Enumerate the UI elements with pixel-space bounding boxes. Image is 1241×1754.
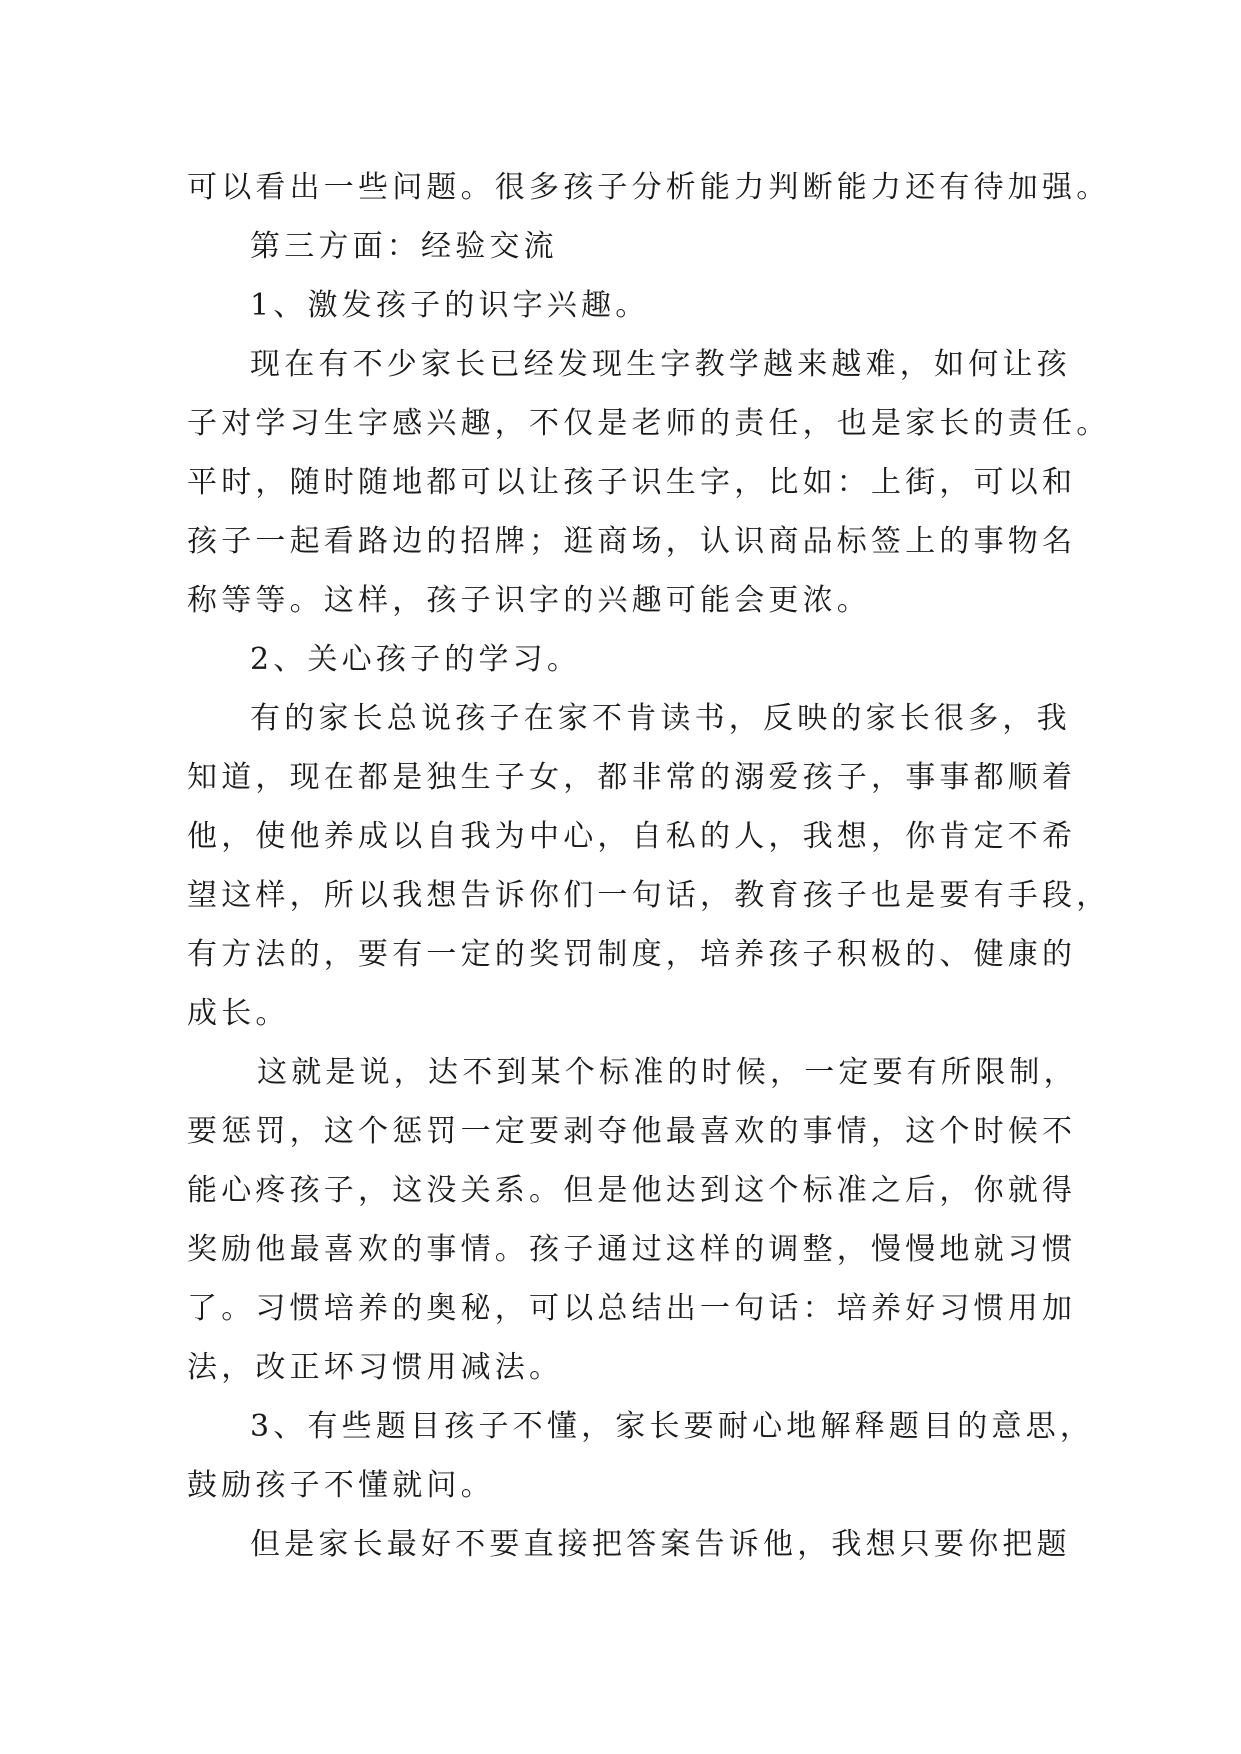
text-line: 鼓励孩子不懂就问。 xyxy=(187,1468,495,1503)
text-line: 现在有不少家长已经发现生字教学越来越难，如何让孩 xyxy=(250,347,1071,382)
text-line: 但是家长最好不要直接把答案告诉他，我想只要你把题 xyxy=(250,1527,1071,1562)
text-line: 他，使他养成以自我为中心，自私的人，我想，你肯定不希 xyxy=(187,819,1077,854)
text-line: 望这样，所以我想告诉你们一句话，教育孩子也是要有手段， xyxy=(187,878,1111,913)
text-line: 能心疼孩子，这没关系。但是他达到这个标准之后，你就得 xyxy=(187,1173,1077,1208)
text-line: 子对学习生字感兴趣，不仅是老师的责任，也是家长的责任。 xyxy=(187,406,1111,441)
text-line: 有的家长总说孩子在家不肯读书，反映的家长很多，我 xyxy=(250,701,1071,736)
text-line: 要惩罚，这个惩罚一定要剥夺他最喜欢的事情，这个时候不 xyxy=(187,1114,1077,1149)
section-heading: 第三方面：经验交流 xyxy=(250,229,558,264)
text-line: 这就是说，达不到某个标准的时候，一定要有所限制， xyxy=(257,1055,1078,1090)
text-line: 称等等。这样，孩子识字的兴趣可能会更浓。 xyxy=(187,583,871,618)
list-item-heading: 2、关心孩子的学习。 xyxy=(250,642,582,677)
text-line: 知道，现在都是独生子女，都非常的溺爱孩子，事事都顺着 xyxy=(187,760,1077,795)
text-line: 有方法的，要有一定的奖罚制度，培养孩子积极的、健康的 xyxy=(187,937,1077,972)
text-line: 平时，随时随地都可以让孩子识生字，比如：上街，可以和 xyxy=(187,465,1077,500)
text-line: 法，改正坏习惯用减法。 xyxy=(187,1350,564,1385)
list-item-heading: 1、激发孩子的识字兴趣。 xyxy=(250,288,650,323)
text-line: 孩子一起看路边的招牌；逛商场，认识商品标签上的事物名 xyxy=(187,524,1077,559)
body-text xyxy=(187,158,1111,1574)
list-item-heading: 3、有些题目孩子不懂，家长要耐心地解释题目的意思， xyxy=(250,1409,1095,1444)
text-line: 奖励他最喜欢的事情。孩子通过这样的调整，慢慢地就习惯 xyxy=(187,1232,1077,1267)
text-line: 可以看出一些问题。很多孩子分析能力判断能力还有待加强。 xyxy=(187,170,1111,205)
text-line: 了。习惯培养的奥秘，可以总结出一句话：培养好习惯用加 xyxy=(187,1291,1077,1326)
text-line: 成长。 xyxy=(187,996,290,1031)
